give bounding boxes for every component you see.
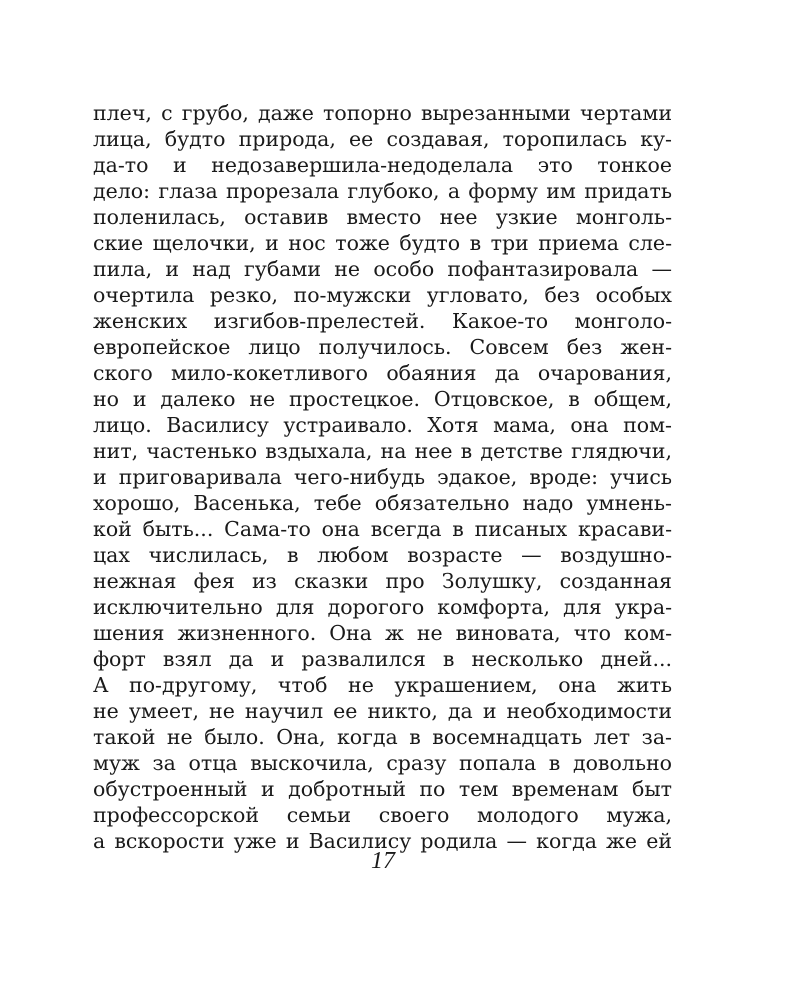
- text-line: профессорской семьи своего молодого мужа,: [93, 803, 672, 827]
- text-line: не умеет, не научил ее никто, да и необходимости: [93, 699, 672, 723]
- text-line: ского мило-кокетливого обаяния да очарования,: [93, 361, 672, 385]
- text-line: обустроенный и добротный по тем временам быт: [93, 777, 672, 801]
- text-line: форт взял да и развалился в несколько дней...: [93, 647, 672, 671]
- text-line: и приговаривала чего-нибудь эдакое, вроде: учись: [93, 465, 672, 489]
- page-number: 17: [371, 848, 395, 874]
- text-line: такой не было. Она, когда в восемнадцать лет за-: [93, 725, 672, 749]
- text-line: хорошо, Васенька, тебе обязательно надо умнень-: [93, 491, 672, 515]
- text-line: но и далеко не простецкое. Отцовское, в общем,: [93, 387, 672, 411]
- text-line: нит, частенько вздыхала, на нее в детстве глядючи,: [93, 439, 672, 463]
- text-line: поленилась, оставив вместо нее узкие монголь-: [93, 205, 672, 229]
- text-line: муж за отца выскочила, сразу попала в довольно: [93, 751, 672, 775]
- text-line: плеч, с грубо, даже топорно вырезанными чертами: [93, 101, 672, 125]
- body-text: [93, 100, 672, 854]
- text-line: очертила резко, по-мужски угловато, без особых: [93, 283, 672, 307]
- text-line: дело: глаза прорезала глубоко, а форму им придать: [93, 179, 672, 203]
- text-line: да-то и недозавершила-недоделала это тонкое: [93, 153, 672, 177]
- text-line: европейское лицо получилось. Совсем без жен-: [93, 335, 672, 359]
- text-line: цах числилась, в любом возрасте — воздушно-: [93, 543, 672, 567]
- text-line: женских изгибов-прелестей. Какое-то монголо-: [93, 309, 672, 333]
- text-line: лица, будто природа, ее создавая, торопилась ку-: [93, 127, 672, 151]
- text-line: пила, и над губами не особо пофантазировала —: [93, 257, 672, 281]
- text-line: шения жизненного. Она ж не виновата, что ком-: [93, 621, 672, 645]
- text-line: кой быть... Сама-то она всегда в писаных красави-: [93, 517, 672, 541]
- text-line: а вскорости уже и Василису родила — когда же ей: [93, 829, 672, 853]
- text-line: ские щелочки, и нос тоже будто в три приема сле-: [93, 231, 672, 255]
- text-line: А по-другому, чтоб не украшением, она жить: [93, 673, 672, 697]
- text-line: нежная фея из сказки про Золушку, созданная: [93, 569, 672, 593]
- text-line: лицо. Василису устраивало. Хотя мама, она пом-: [93, 413, 672, 437]
- text-line: исключительно для дорогого комфорта, для укра-: [93, 595, 672, 619]
